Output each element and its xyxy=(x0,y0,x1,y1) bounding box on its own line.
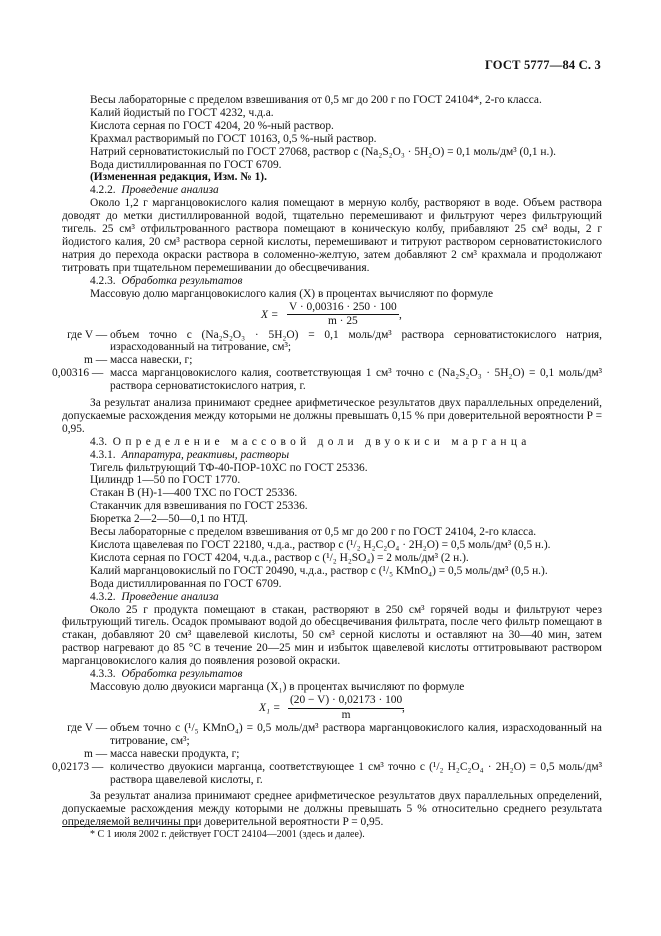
where-value: масса навески, г; xyxy=(110,354,193,367)
list-item: Калий марганцовокислый по ГОСТ 20490, ч.д.а., раствор c (¹/₅ KMnO₄) = 0,5 моль/дм³ (0,5 н.). xyxy=(90,564,548,577)
section-title: Аппаратура, реактивы, растворы xyxy=(121,448,290,461)
section-number: 4.3.2. xyxy=(90,590,116,603)
where-value: масса марганцовокислого калия, соответствующая 1 см³ точно c (Na₂S₂O₃ · 5H₂O) = 0,1 моль/дм³ раствора серноватистокислого натрия, г. xyxy=(110,367,602,393)
where-item xyxy=(62,722,602,748)
formula-numerator: V · 0,00316 · 250 · 100 xyxy=(287,301,399,316)
list-item: Кислота серная по ГОСТ 4204, 20 %-ный раствор. xyxy=(90,119,334,132)
list-item: Натрий серноватистокислый по ГОСТ 27068, раствор c (Na₂S₂O₃ · 5H₂O) = 0,1 моль/дм³ (0,1 н.). xyxy=(90,145,556,158)
list-item: Цилиндр 1—50 по ГОСТ 1770. xyxy=(90,474,241,487)
where-item xyxy=(52,367,602,393)
where-key: m — xyxy=(84,354,110,367)
formula-tail: , xyxy=(399,308,402,321)
paragraph: Массовую долю марганцовокислого калия (X) в процентах вычисляют по формуле xyxy=(90,287,494,300)
section-heading xyxy=(62,436,602,449)
formula-lhs: X = xyxy=(261,308,279,321)
list-item: Тигель фильтрующий ТФ-40-ПОР-10ХС по ГОСТ 25336. xyxy=(90,461,368,474)
list-item: Бюретка 2—2—50—0,1 по НТД. xyxy=(90,513,248,526)
section-heading xyxy=(62,275,602,288)
where-value: объем точно c (Na₂S₂O₃ · 5H₂O) = 0,1 моль/дм³ раствора серноватистокислого натрия, израсходованный на титрование, см³; xyxy=(110,328,602,354)
section-heading xyxy=(62,184,602,197)
formula-denominator: m xyxy=(341,708,351,721)
section-title: Определение массовой доли двуокиси марганца xyxy=(112,435,531,448)
paragraph: Около 25 г продукта помещают в стакан, растворяют в 250 см³ горячей воды и фильтруют через фильтрующий тигель. Осадок промывают водой до обесцвечивания фильтрата, после чего фильтр помещают в стакан, добавляют 20 см³ щавелевой кислоты, 50 см³ серной кислоты и оставляют на 30—40 мин, затем раствор нагревают до 85 °С в течение 20—25 мин и избыток щавелевой кислоты оттитровывают раствором марганцовокислого калия до появления розовой окраски. xyxy=(62,603,602,668)
where-item xyxy=(62,748,602,761)
section-number: 4.3.3. xyxy=(90,668,116,681)
list-item: Стакан В (Н)-1—400 ТХС по ГОСТ 25336. xyxy=(90,487,298,500)
section-number: 4.3. xyxy=(90,435,108,448)
where-item xyxy=(62,354,602,367)
where-item xyxy=(62,329,602,355)
list-item: Крахмал растворимый по ГОСТ 10163, 0,5 %-ный раствор. xyxy=(90,132,377,145)
section-heading xyxy=(62,449,602,462)
formula-fraction xyxy=(288,694,404,722)
where-value: масса навески продукта, г; xyxy=(110,747,240,760)
formula-denominator: m · 25 xyxy=(327,315,358,328)
formula-numerator: (20 − V) · 0,02173 · 100 xyxy=(288,694,404,709)
list-item: Весы лабораторные с пределом взвешивания от 0,5 мг до 200 г по ГОСТ 24104, 2-го класса. xyxy=(90,526,537,539)
section-title: Обработка результатов xyxy=(121,668,243,681)
where-key: где V — xyxy=(67,721,110,734)
paragraph: Массовую долю двуокиси марганца (X₁) в процентах вычисляют по формуле xyxy=(90,680,465,693)
document-body xyxy=(52,94,602,829)
paragraph: За результат анализа принимают среднее арифметическое результатов двух параллельных определений, допускаемые расхождения между которыми не должны превышать 0,15 % при доверительной вероятности P = 0,95. xyxy=(62,397,602,435)
formula-lhs: X₁ = xyxy=(259,701,281,714)
footnote-divider xyxy=(62,826,198,827)
where-key: m — xyxy=(84,747,110,760)
where-key: 0,00316 — xyxy=(52,367,107,380)
section-number: 4.2.2. xyxy=(90,184,116,197)
list-item: Кислота щавелевая по ГОСТ 22180, ч.д.а., раствор c (¹/₂ H₂C₂O₄ · 2H₂O) = 0,5 моль/дм³ (0,5 н.). xyxy=(90,539,551,551)
where-value: объем точно c (¹/₅ KMnO₄) = 0,5 моль/дм³ раствора марганцовокислого калия, израсходованный на титрование, см³; xyxy=(110,721,602,747)
list-item: Кислота серная по ГОСТ 4204, ч.д.а., раствор c (¹/₂ H₂SO₄) = 2 моль/дм³ (2 н.). xyxy=(90,551,469,564)
section-heading xyxy=(62,668,602,681)
formula-fraction xyxy=(287,301,399,329)
where-value: количество двуокиси марганца, соответствующее 1 см³ точно c (¹/₂ H₂C₂O₄ · 2H₂O) = 0,5 моль/дм³ раствора щавелевой кислоты, г. xyxy=(110,760,602,786)
formula-x xyxy=(62,301,602,329)
formula-tail: , xyxy=(402,701,405,714)
section-number: 4.3.1. xyxy=(90,448,116,461)
list-item: Вода дистиллированная по ГОСТ 6709. xyxy=(90,577,282,590)
running-header: ГОСТ 5777—84 С. 3 xyxy=(484,58,601,72)
paragraph: За результат анализа принимают среднее арифметическое результатов двух параллельных определений, допускаемые расхождения между которыми не должны превышать 5 % относительно среднего результата определяемой величины при доверительной вероятности P = 0,95. xyxy=(62,790,602,829)
list-item: Весы лабораторные с пределом взвешивания от 0,5 мг до 200 г по ГОСТ 24104*, 2-го класса. xyxy=(90,94,542,106)
footnote: * С 1 июля 2002 г. действует ГОСТ 24104—2001 (здесь и далее). xyxy=(90,829,365,840)
where-item xyxy=(52,760,602,787)
section-number: 4.2.3. xyxy=(90,274,116,287)
section-title: Проведение анализа xyxy=(121,590,219,603)
list-item: Стаканчик для взвешивания по ГОСТ 25336. xyxy=(90,500,308,513)
revision-note: (Измененная редакция, Изм. № 1). xyxy=(90,171,267,184)
paragraph: Около 1,2 г марганцовокислого калия помещают в мерную колбу, растворяют в воде. Объем раствора доводят до метки дистиллированной водой, тщательно перемешивают и фильтруют через фильтрующий тигель. 25 см³ отфильтрованного раствора помещают в коническую колбу, прибавляют 25 см³ воды, 2 г йодистого калия, 20 см³ раствора серной кислоты, перемешивают и титруют раствором серноватистокислого натрия до перехода окраски раствора в соломенно-желтую, затем добавляют 2 см³ крахмала и продолжают титровать при тщательном перемешивании до обесцвечивания. xyxy=(62,197,602,274)
section-heading xyxy=(62,591,602,604)
list-item: Калий йодистый по ГОСТ 4232, ч.д.а. xyxy=(90,106,274,119)
where-key: где V — xyxy=(67,328,110,341)
list-item: Вода дистиллированная по ГОСТ 6709. xyxy=(90,158,282,171)
section-title: Обработка результатов xyxy=(121,274,243,287)
where-key: 0,02173 — xyxy=(52,760,107,773)
formula-x1 xyxy=(62,694,602,722)
section-title: Проведение анализа xyxy=(121,184,219,197)
